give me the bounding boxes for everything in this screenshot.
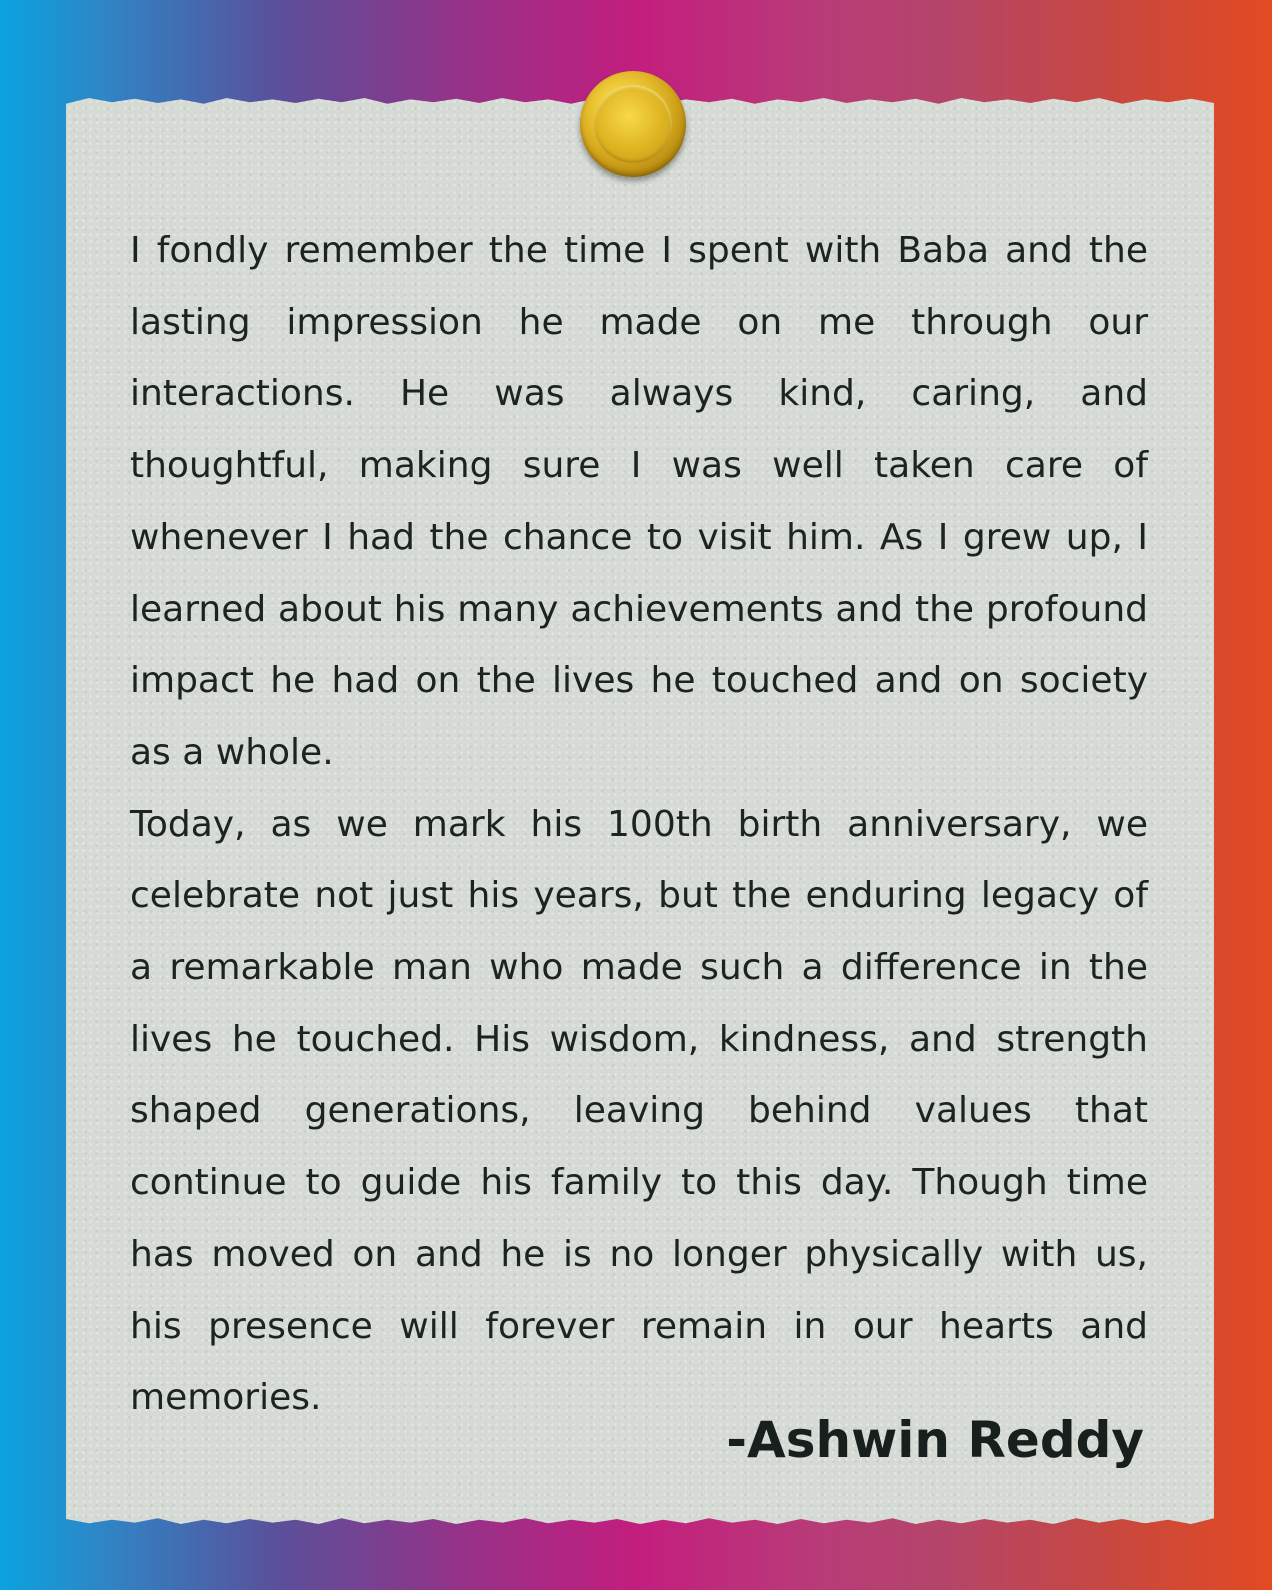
author-signature: -Ashwin Reddy (726, 1411, 1144, 1469)
tribute-message (130, 215, 1148, 1434)
message-paragraph-1: I fondly remember the time I spent with Baba and the lasting impression he made on me through our interactions. He was always kind, caring, and thoughtful, making sure I was well taken care of whenever I had the chance to visit him. As I grew up, I learned about his many achievements and the profound impact he had on the lives he touched and on society as a whole. (130, 230, 1148, 773)
pushpin-head (594, 85, 672, 163)
gold-pushpin-icon (580, 71, 686, 177)
message-paragraph-2: Today, as we mark his 100th birth anniversary, we celebrate not just his years, but the enduring legacy of a remarkable man who made such a difference in the lives he touched. His wisdom, kindness, and strength shaped generations, leaving behind values that continue to guide his family to this day. Though time has moved on and he is no longer physically with us, his presence will forever remain in our hearts and memories. (130, 803, 1148, 1419)
